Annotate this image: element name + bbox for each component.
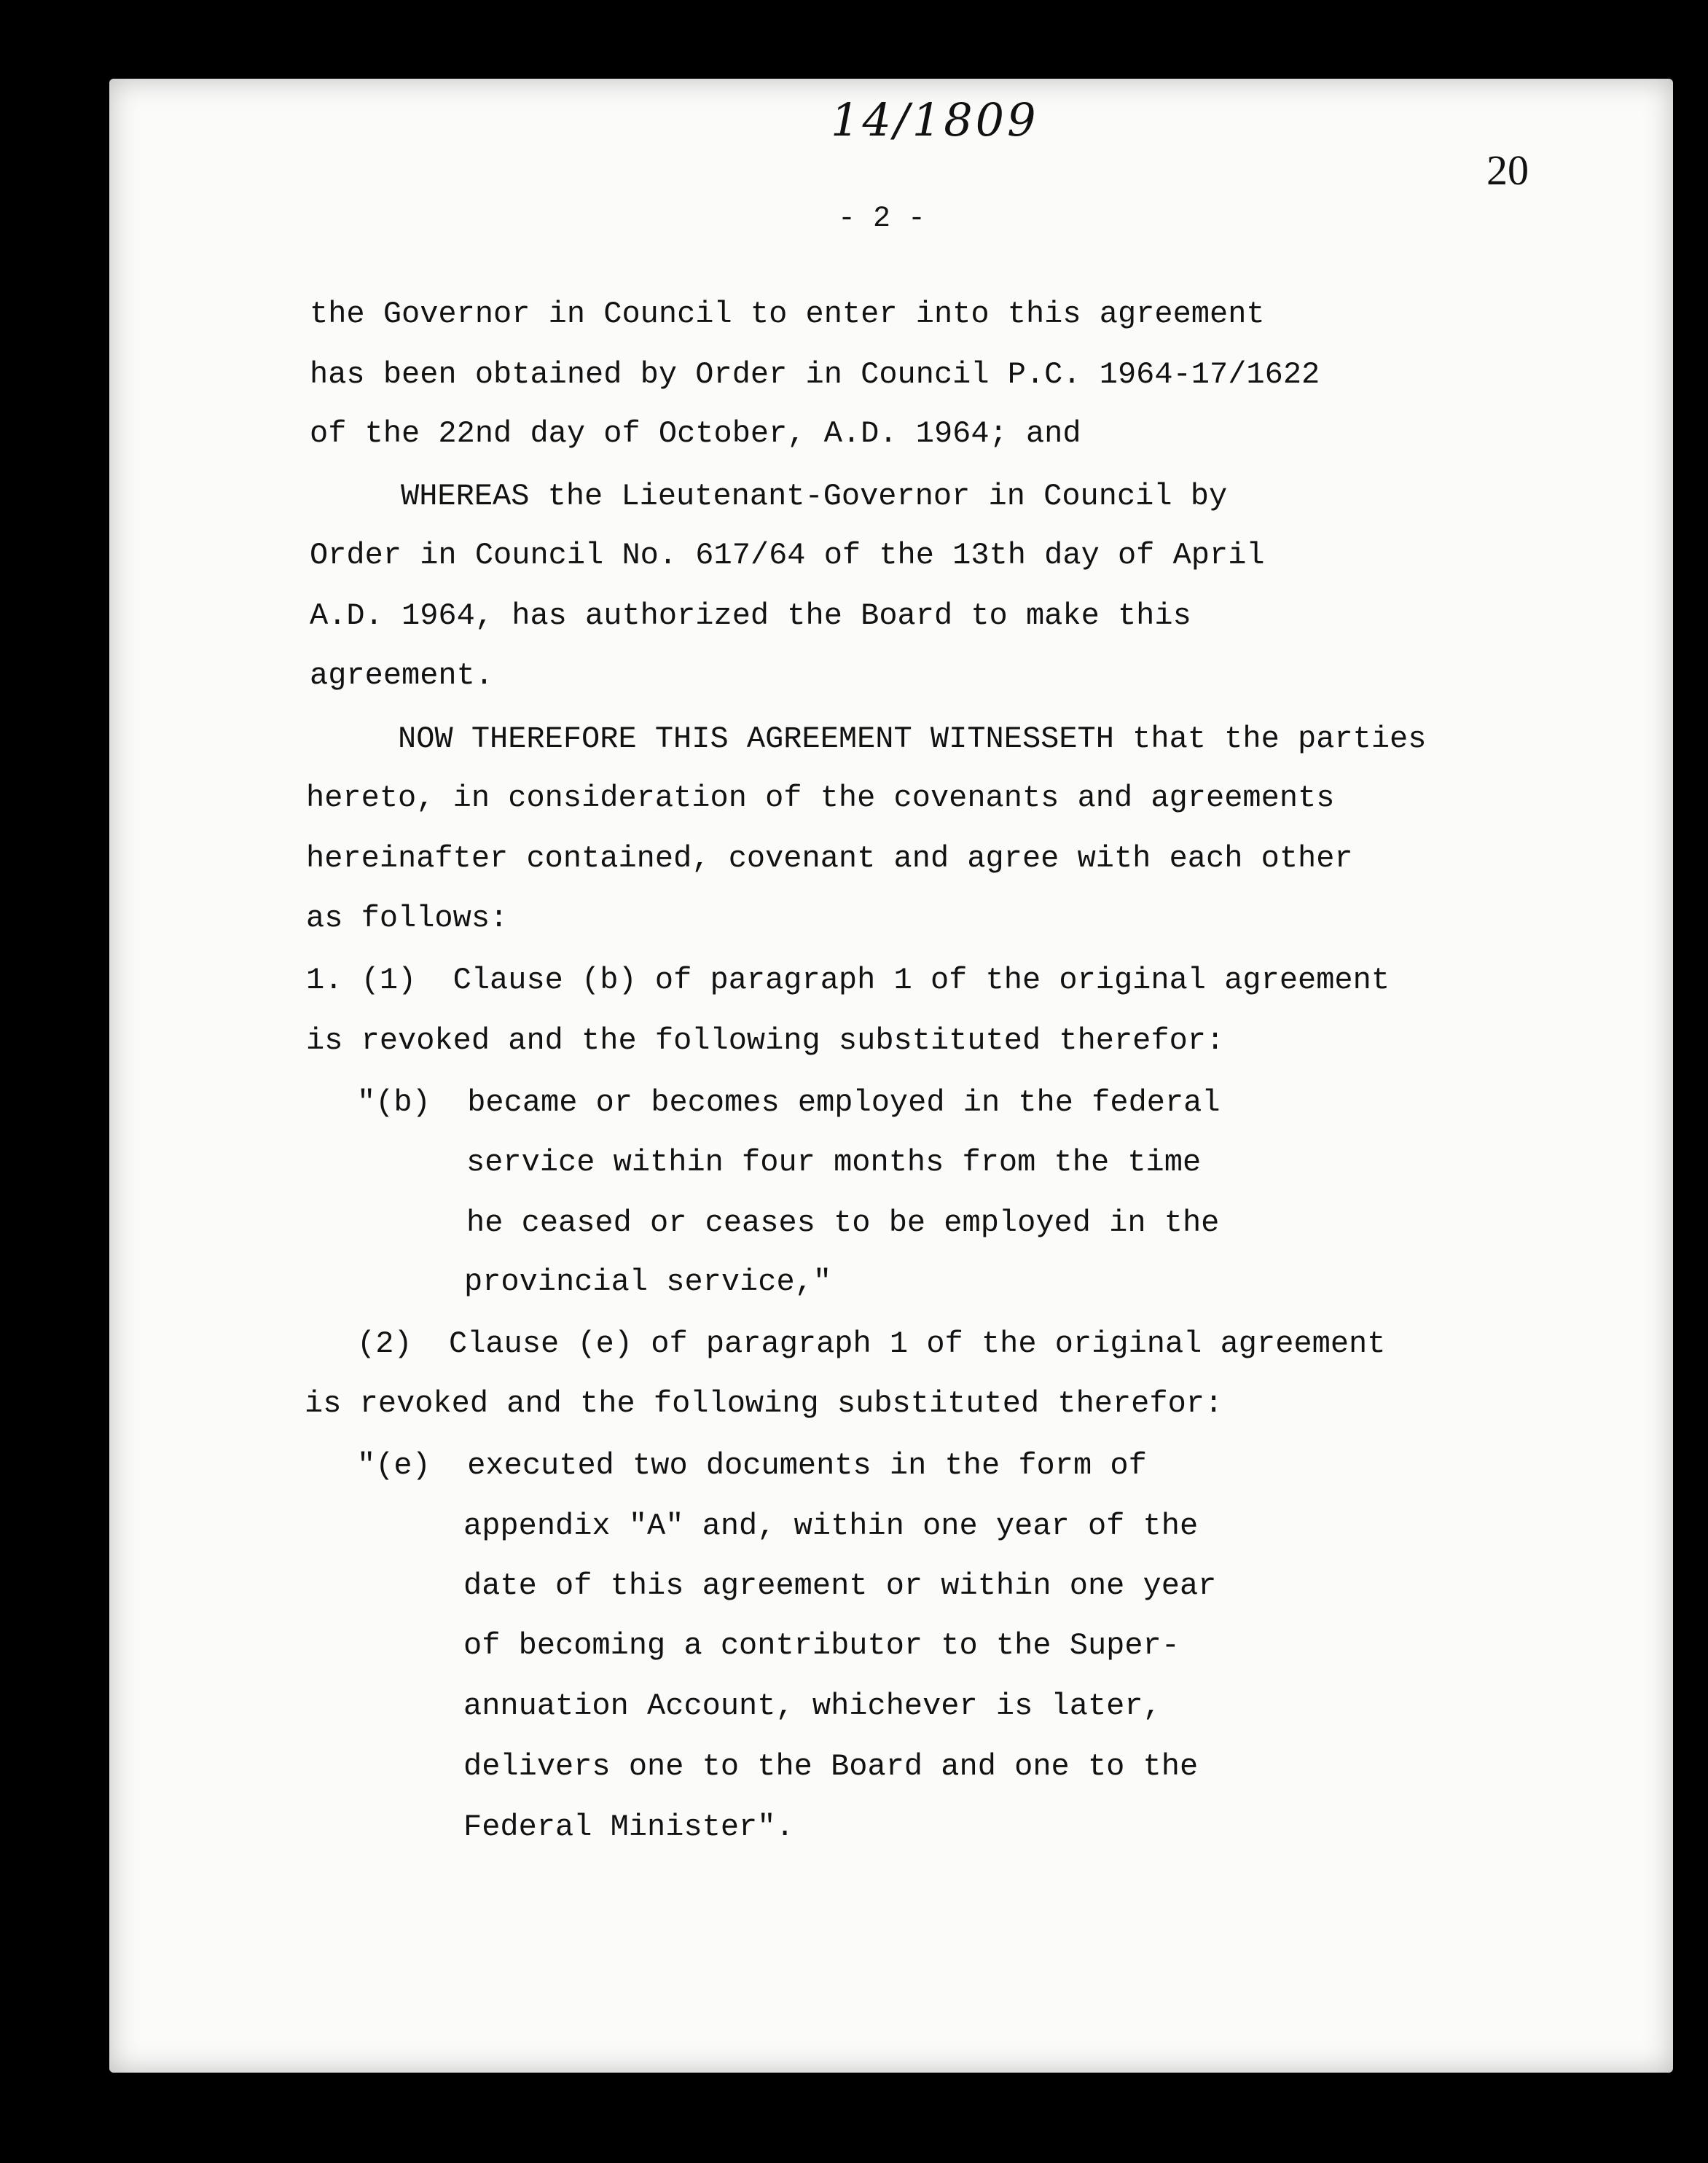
text-line: provincial service," <box>464 1264 832 1299</box>
handwritten-file-reference: 14/1809 <box>831 93 1039 146</box>
text-line: 1. (1) Clause (b) of paragraph 1 of the original agreement <box>306 963 1390 998</box>
text-line: has been obtained by Order in Council P.C. 1964-17/1622 <box>310 357 1320 392</box>
text-line: of the 22nd day of October, A.D. 1964; and <box>310 416 1081 451</box>
text-line: (2) Clause (e) of paragraph 1 of the original agreement <box>357 1326 1386 1361</box>
text-line: "(e) executed two documents in the form of <box>357 1448 1147 1483</box>
text-line: WHEREAS the Lieutenant-Governor in Council by <box>401 479 1228 514</box>
text-line: service within four months from the time <box>466 1145 1202 1180</box>
text-line: delivers one to the Board and one to the <box>463 1749 1199 1784</box>
text-line: appendix "A" and, within one year of the <box>463 1509 1199 1544</box>
page-stamp-number: 20 <box>1486 146 1529 194</box>
text-line: annuation Account, whichever is later, <box>463 1689 1161 1724</box>
text-line: A.D. 1964, has authorized the Board to make this <box>310 598 1191 633</box>
text-line: is revoked and the following substituted therefor: <box>306 1023 1225 1058</box>
text-line: as follows: <box>306 901 509 936</box>
text-line: he ceased or ceases to be employed in the <box>466 1205 1220 1240</box>
page-number: - 2 - <box>838 203 926 235</box>
text-line: hereto, in consideration of the covenants and agreements <box>306 781 1335 815</box>
text-line: "(b) became or becomes employed in the federal <box>357 1085 1221 1120</box>
document-body <box>109 79 1673 2073</box>
text-line: NOW THEREFORE THIS AGREEMENT WITNESSETH that the parties <box>398 721 1427 756</box>
text-line: of becoming a contributor to the Super- <box>463 1628 1180 1663</box>
text-line: the Governor in Council to enter into this agreement <box>310 297 1265 332</box>
text-line: is revoked and the following substituted therefor: <box>305 1386 1223 1421</box>
text-line: hereinafter contained, covenant and agree with each other <box>306 841 1353 876</box>
text-line: agreement. <box>310 658 494 693</box>
text-line: Order in Council No. 617/64 of the 13th day of April <box>310 538 1265 573</box>
text-line: date of this agreement or within one year <box>463 1568 1217 1603</box>
text-line: Federal Minister". <box>463 1810 794 1845</box>
document-page <box>109 79 1673 2073</box>
